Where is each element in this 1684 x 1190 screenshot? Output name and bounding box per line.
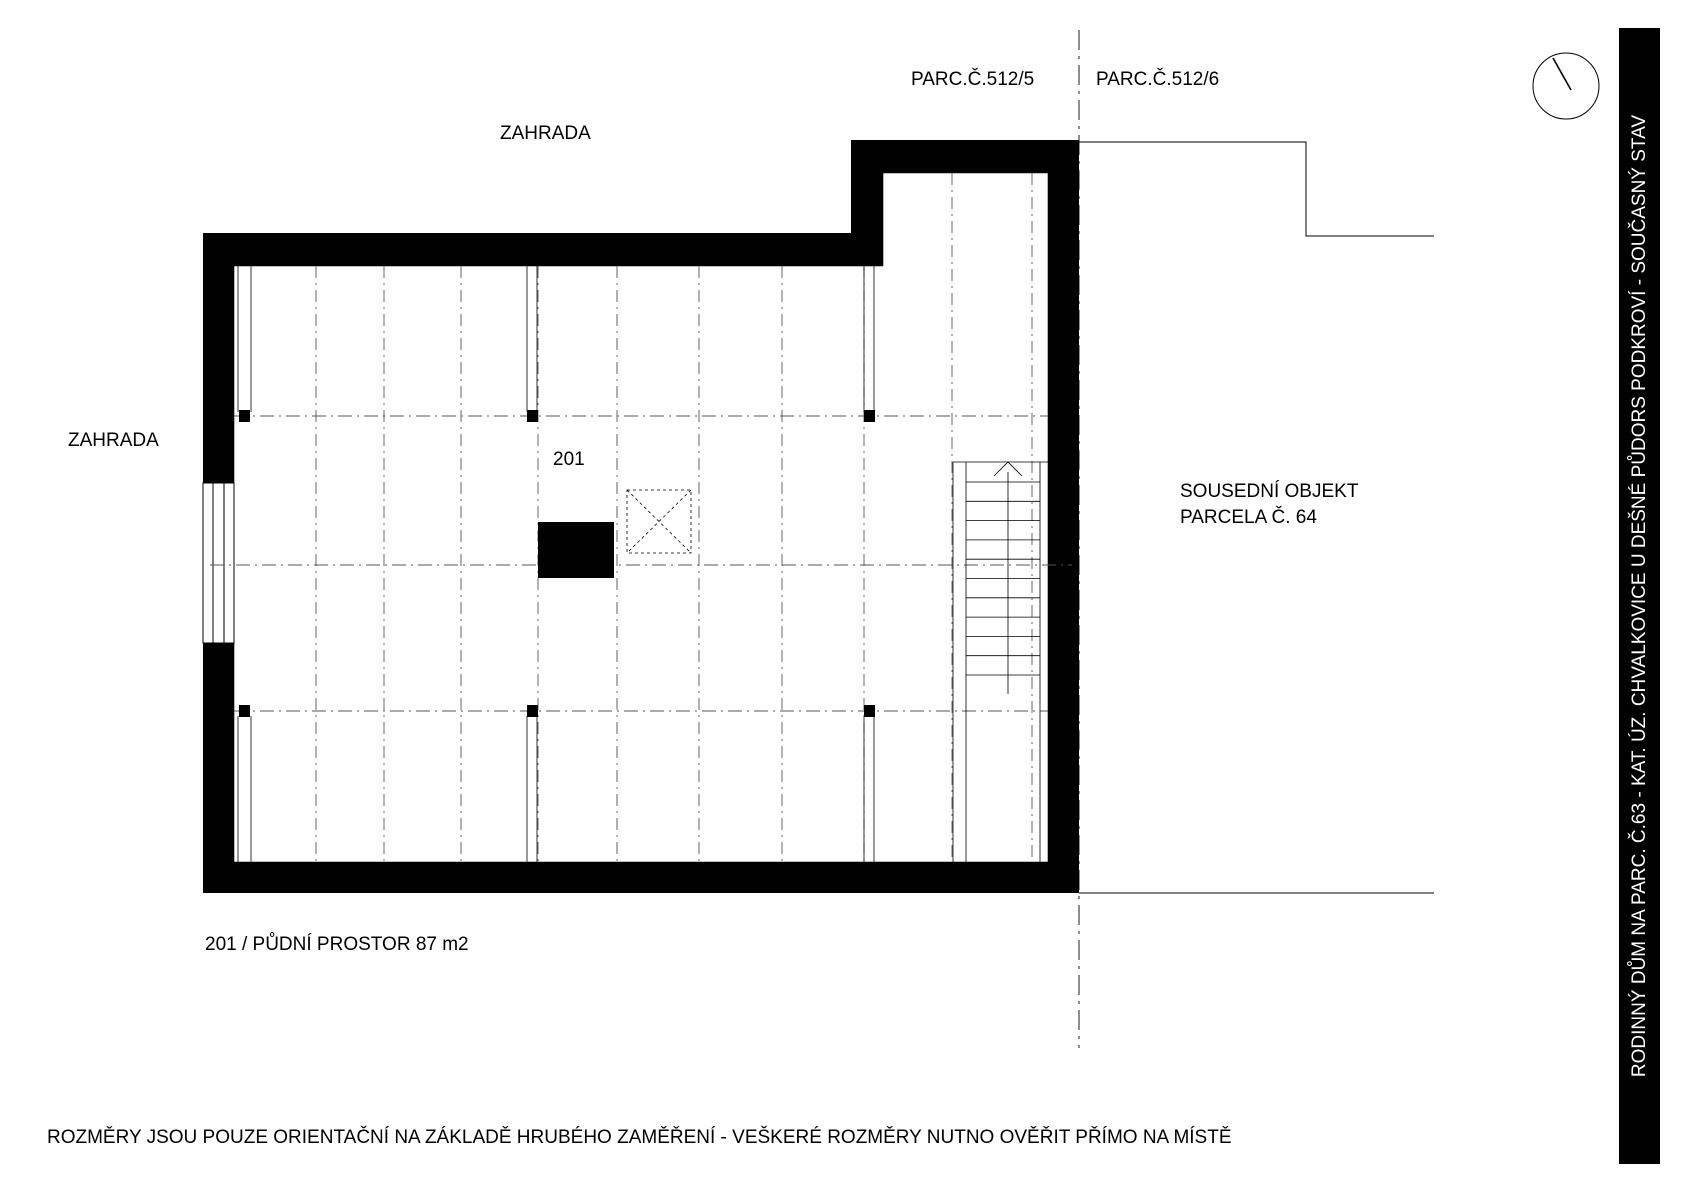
neighbour-building-outline <box>1079 142 1434 236</box>
parcel-label-512-5: PARC.Č.512/5 <box>911 69 1035 90</box>
parcel-label-512-6: PARC.Č.512/6 <box>1096 69 1220 90</box>
north-arrow-icon <box>1533 53 1599 119</box>
wall-left-upper <box>203 233 234 483</box>
beam-lines <box>210 416 1072 711</box>
wall-tower-left <box>851 140 883 266</box>
garden-label-top: ZAHRADA <box>500 123 591 144</box>
title-block-text: RODINNÝ DŮM NA PARC. Č.63 - KAT. ÚZ. CHVALKOVICE U DEŠNÉ PŮDORS PODKROVÍ - SOUČASNÝ STAV <box>1628 114 1650 1078</box>
staircase <box>953 462 1048 862</box>
window-left <box>203 483 234 643</box>
wall-top-left <box>203 233 883 266</box>
wall-left-lower <box>203 643 234 893</box>
garden-label-left: ZAHRADA <box>68 430 159 451</box>
chimney <box>538 522 614 578</box>
wall-bottom <box>203 862 1079 893</box>
neighbour-building-label-1: SOUSEDNÍ OBJEKT <box>1180 481 1359 502</box>
room-legend: 201 / PŮDNÍ PROSTOR 87 m2 <box>205 934 469 955</box>
floor-outline <box>234 173 1048 862</box>
room-number: 201 <box>553 449 585 470</box>
footer-note: ROZMĚRY JSOU POUZE ORIENTAČNÍ NA ZÁKLADĚ HRUBÉHO ZAMĚŘENÍ - VEŠKERÉ ROZMĚRY NUTNO OVĚŘIT PŘÍMO NA MÍSTĚ <box>47 1127 1232 1148</box>
wall-right <box>1048 140 1079 893</box>
wall-top-right-tower <box>851 140 1079 173</box>
roof-hatch <box>627 490 691 553</box>
rafter-grid <box>316 173 1032 862</box>
neighbour-building-label-2: PARCELA Č. 64 <box>1180 507 1317 528</box>
exterior-walls <box>203 140 1079 893</box>
title-block <box>1619 28 1660 1164</box>
